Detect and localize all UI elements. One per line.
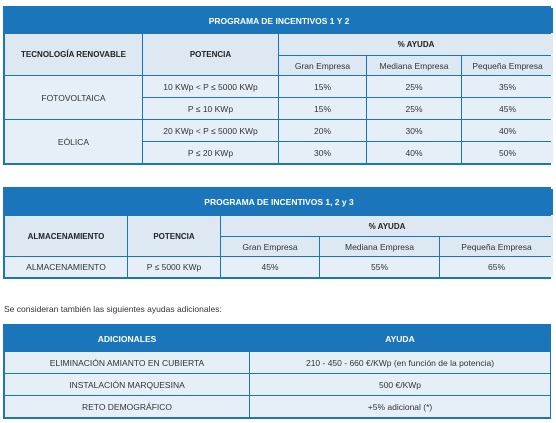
incentives-table-2 bbox=[3, 187, 551, 279]
table-row bbox=[5, 352, 550, 373]
power-cell: 10 KWp < P ≤ 5000 KWp bbox=[143, 76, 278, 97]
value-cell: 45% bbox=[221, 257, 319, 277]
value-cell: 35% bbox=[462, 76, 553, 97]
value-cell: 15% bbox=[279, 76, 366, 97]
header-aid: AYUDA bbox=[250, 326, 550, 351]
value-cell: 45% bbox=[462, 98, 553, 119]
value-cell: 30% bbox=[367, 120, 461, 141]
table-row bbox=[5, 374, 550, 395]
table-1-title: PROGRAMA DE INCENTIVOS 1 Y 2 bbox=[5, 8, 553, 33]
additional-aid-table bbox=[3, 324, 551, 419]
subheader-small: Pequeña Empresa bbox=[462, 56, 553, 75]
additional-item: INSTALACIÓN MARQUESINA bbox=[5, 374, 249, 395]
subheader-large: Gran Empresa bbox=[279, 56, 366, 75]
header-technology: TECNOLOGÍA RENOVABLE bbox=[5, 34, 142, 75]
storage-cell: ALMACENAMIENTO bbox=[5, 257, 127, 277]
value-cell: 65% bbox=[440, 257, 553, 277]
header-additional: ADICIONALES bbox=[5, 326, 249, 351]
value-cell: 30% bbox=[279, 142, 366, 163]
table-row bbox=[5, 76, 553, 97]
header-power: POTENCIA bbox=[143, 34, 278, 75]
header-power: POTENCIA bbox=[128, 216, 220, 256]
additional-item: ELIMINACIÓN AMIANTO EN CUBIERTA bbox=[5, 352, 249, 373]
incentives-table-1 bbox=[3, 6, 551, 165]
value-cell: 55% bbox=[320, 257, 439, 277]
subheader-medium: Mediana Empresa bbox=[320, 237, 439, 256]
additional-aid: 210 - 450 - 660 €/KWp (en función de la potencia) bbox=[250, 352, 550, 373]
value-cell: 20% bbox=[279, 120, 366, 141]
subheader-large: Gran Empresa bbox=[221, 237, 319, 256]
tech-wind: EÓLICA bbox=[5, 120, 142, 163]
table-2-title: PROGRAMA DE INCENTIVOS 1, 2 y 3 bbox=[5, 189, 553, 215]
power-cell: P ≤ 20 KWp bbox=[143, 142, 278, 163]
value-cell: 50% bbox=[462, 142, 553, 163]
value-cell: 25% bbox=[367, 98, 461, 119]
additional-aid-note: Se consideran también las siguientes ayudas adicionales: bbox=[4, 304, 222, 314]
header-storage: ALMACENAMIENTO bbox=[5, 216, 127, 256]
tech-photovoltaic: FOTOVOLTAICA bbox=[5, 76, 142, 119]
power-cell: P ≤ 5000 KWp bbox=[128, 257, 220, 277]
value-cell: 40% bbox=[367, 142, 461, 163]
value-cell: 25% bbox=[367, 76, 461, 97]
table-row bbox=[5, 396, 550, 417]
subheader-medium: Mediana Empresa bbox=[367, 56, 461, 75]
subheader-small: Pequeña Empresa bbox=[440, 237, 553, 256]
table-row bbox=[5, 257, 553, 277]
table-row bbox=[5, 120, 553, 141]
power-cell: P ≤ 10 KWp bbox=[143, 98, 278, 119]
power-cell: 20 KWp < P ≤ 5000 KWp bbox=[143, 120, 278, 141]
value-cell: 40% bbox=[462, 120, 553, 141]
additional-aid: 500 €/KWp bbox=[250, 374, 550, 395]
additional-aid: +5% adicional (*) bbox=[250, 396, 550, 417]
value-cell: 15% bbox=[279, 98, 366, 119]
header-aid: % AYUDA bbox=[279, 34, 553, 55]
additional-item: RETO DEMOGRÁFICO bbox=[5, 396, 249, 417]
header-aid: % AYUDA bbox=[221, 216, 553, 236]
